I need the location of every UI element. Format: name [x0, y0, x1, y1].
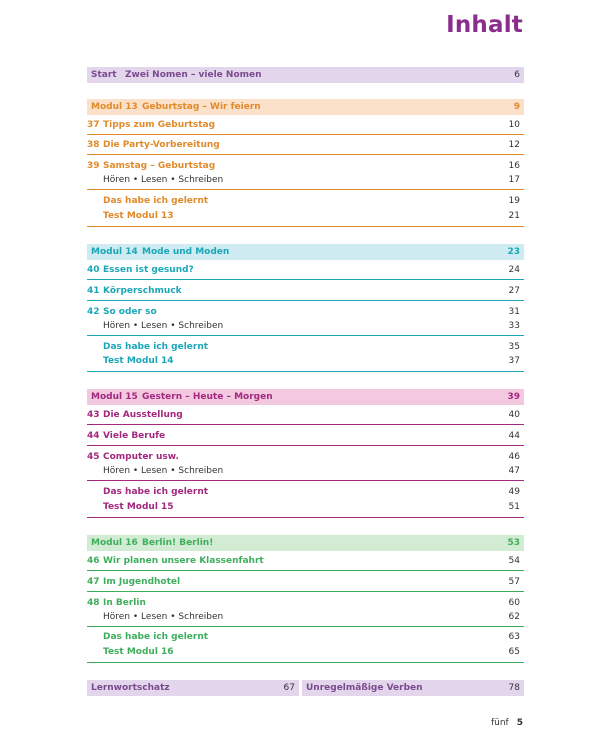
divider	[87, 279, 524, 280]
footer-word: fünf	[490, 718, 509, 728]
appendix-bar-wortschatz[interactable]	[87, 680, 299, 696]
lesson-page: 44	[508, 431, 520, 441]
divider	[87, 445, 524, 446]
extra-page: 65	[508, 647, 520, 657]
extra-page: 35	[508, 342, 520, 352]
divider	[87, 189, 524, 190]
module-title: Geburtstag – Wir feiern	[142, 102, 261, 112]
lesson-number: 47	[87, 577, 100, 587]
lesson-skills: Hören • Lesen • Schreiben	[103, 175, 224, 185]
module-page: 23	[507, 247, 520, 257]
module-label: Modul 15	[91, 392, 138, 402]
divider	[87, 626, 524, 627]
appendix-title: Unregelmäßige Verben	[306, 683, 423, 693]
appendix-page: 67	[283, 683, 295, 693]
lesson-title: Samstag – Geburtstag	[103, 161, 216, 171]
divider	[87, 226, 524, 227]
extra-page: 51	[508, 502, 520, 512]
lesson-row[interactable]	[87, 305, 524, 333]
extra-title: Das habe ich gelernt	[103, 342, 209, 352]
lesson-skills: Hören • Lesen • Schreiben	[103, 612, 224, 622]
page-footer	[491, 718, 523, 728]
lesson-skills: Hören • Lesen • Schreiben	[103, 321, 224, 331]
lesson-number: 41	[87, 286, 100, 296]
start-title: Zwei Nomen – viele Nomen	[125, 70, 262, 80]
page-title: Inhalt	[446, 12, 523, 38]
module-title: Gestern – Heute – Morgen	[142, 392, 273, 402]
lesson-number: 39	[87, 161, 100, 171]
divider	[87, 517, 524, 518]
extra-page: 49	[508, 487, 520, 497]
divider	[87, 371, 524, 372]
appendix-bar-verben[interactable]	[302, 680, 524, 696]
appendix-page: 78	[508, 683, 520, 693]
divider	[87, 424, 524, 425]
lesson-skills-page: 47	[508, 466, 520, 476]
lesson-number: 44	[87, 431, 100, 441]
lesson-page: 31	[508, 307, 520, 317]
module-title: Mode und Moden	[142, 247, 230, 257]
lesson-number: 46	[87, 556, 100, 566]
module-bar-13[interactable]	[87, 99, 524, 115]
lesson-number: 48	[87, 598, 100, 608]
lesson-title: Essen ist gesund?	[103, 265, 194, 275]
divider	[87, 300, 524, 301]
lesson-title: Computer usw.	[103, 452, 179, 462]
divider	[87, 591, 524, 592]
lesson-number: 42	[87, 307, 100, 317]
lesson-title: Wir planen unsere Klassenfahrt	[103, 556, 264, 566]
lesson-title: Tipps zum Geburtstag	[103, 120, 216, 130]
lesson-title: Die Party-Vorbereitung	[103, 140, 220, 150]
lesson-page: 54	[508, 556, 520, 566]
lesson-page: 40	[508, 410, 520, 420]
module-label: Modul 16	[91, 538, 138, 548]
extra-page: 37	[508, 356, 520, 366]
divider	[87, 570, 524, 571]
start-page: 6	[514, 70, 520, 80]
module-bar-14[interactable]	[87, 244, 524, 260]
module-page: 9	[513, 102, 520, 112]
module-bar-15[interactable]	[87, 389, 524, 405]
lesson-row[interactable]	[87, 159, 524, 187]
extra-page: 63	[508, 632, 520, 642]
divider	[87, 480, 524, 481]
lesson-row[interactable]	[87, 450, 524, 478]
divider	[87, 154, 524, 155]
module-bar-16[interactable]	[87, 535, 524, 551]
divider	[87, 335, 524, 336]
lesson-skills-page: 62	[508, 612, 520, 622]
lesson-title: Die Ausstellung	[103, 410, 183, 420]
extra-page: 21	[508, 211, 520, 221]
extra-title: Test Modul 14	[103, 356, 174, 366]
extra-title: Test Modul 13	[103, 211, 174, 221]
lesson-title: Im Jugendhotel	[103, 577, 181, 587]
module-title: Berlin! Berlin!	[142, 538, 214, 548]
lesson-page: 60	[508, 598, 520, 608]
lesson-title: In Berlin	[103, 598, 146, 608]
extra-title: Das habe ich gelernt	[103, 487, 209, 497]
lesson-page: 12	[508, 140, 520, 150]
lesson-number: 37	[87, 120, 100, 130]
lesson-skills-page: 33	[508, 321, 520, 331]
extra-page: 19	[508, 196, 520, 206]
lesson-page: 46	[508, 452, 520, 462]
lesson-page: 10	[508, 120, 520, 130]
lesson-title: So oder so	[103, 307, 157, 317]
extra-title: Test Modul 15	[103, 502, 174, 512]
lesson-skills-page: 17	[508, 175, 520, 185]
appendix-title: Lernwortschatz	[91, 683, 170, 693]
lesson-page: 24	[508, 265, 520, 275]
lesson-number: 38	[87, 140, 100, 150]
module-label: Modul 13	[91, 102, 138, 112]
extra-title: Test Modul 16	[103, 647, 174, 657]
lesson-number: 45	[87, 452, 100, 462]
lesson-title: Körperschmuck	[103, 286, 182, 296]
module-page: 53	[507, 538, 520, 548]
extra-title: Das habe ich gelernt	[103, 196, 209, 206]
lesson-page: 57	[508, 577, 520, 587]
module-page: 39	[507, 392, 520, 402]
divider	[87, 662, 524, 663]
lesson-number: 43	[87, 410, 100, 420]
lesson-row[interactable]	[87, 596, 524, 624]
divider	[87, 134, 524, 135]
lesson-title: Viele Berufe	[103, 431, 166, 441]
lesson-page: 16	[508, 161, 520, 171]
module-label: Modul 14	[91, 247, 138, 257]
footer-page-number: 5	[516, 718, 523, 728]
lesson-page: 27	[508, 286, 520, 296]
start-bar[interactable]	[87, 67, 524, 83]
extra-title: Das habe ich gelernt	[103, 632, 209, 642]
start-label: Start	[91, 70, 117, 80]
lesson-skills: Hören • Lesen • Schreiben	[103, 466, 224, 476]
lesson-number: 40	[87, 265, 100, 275]
